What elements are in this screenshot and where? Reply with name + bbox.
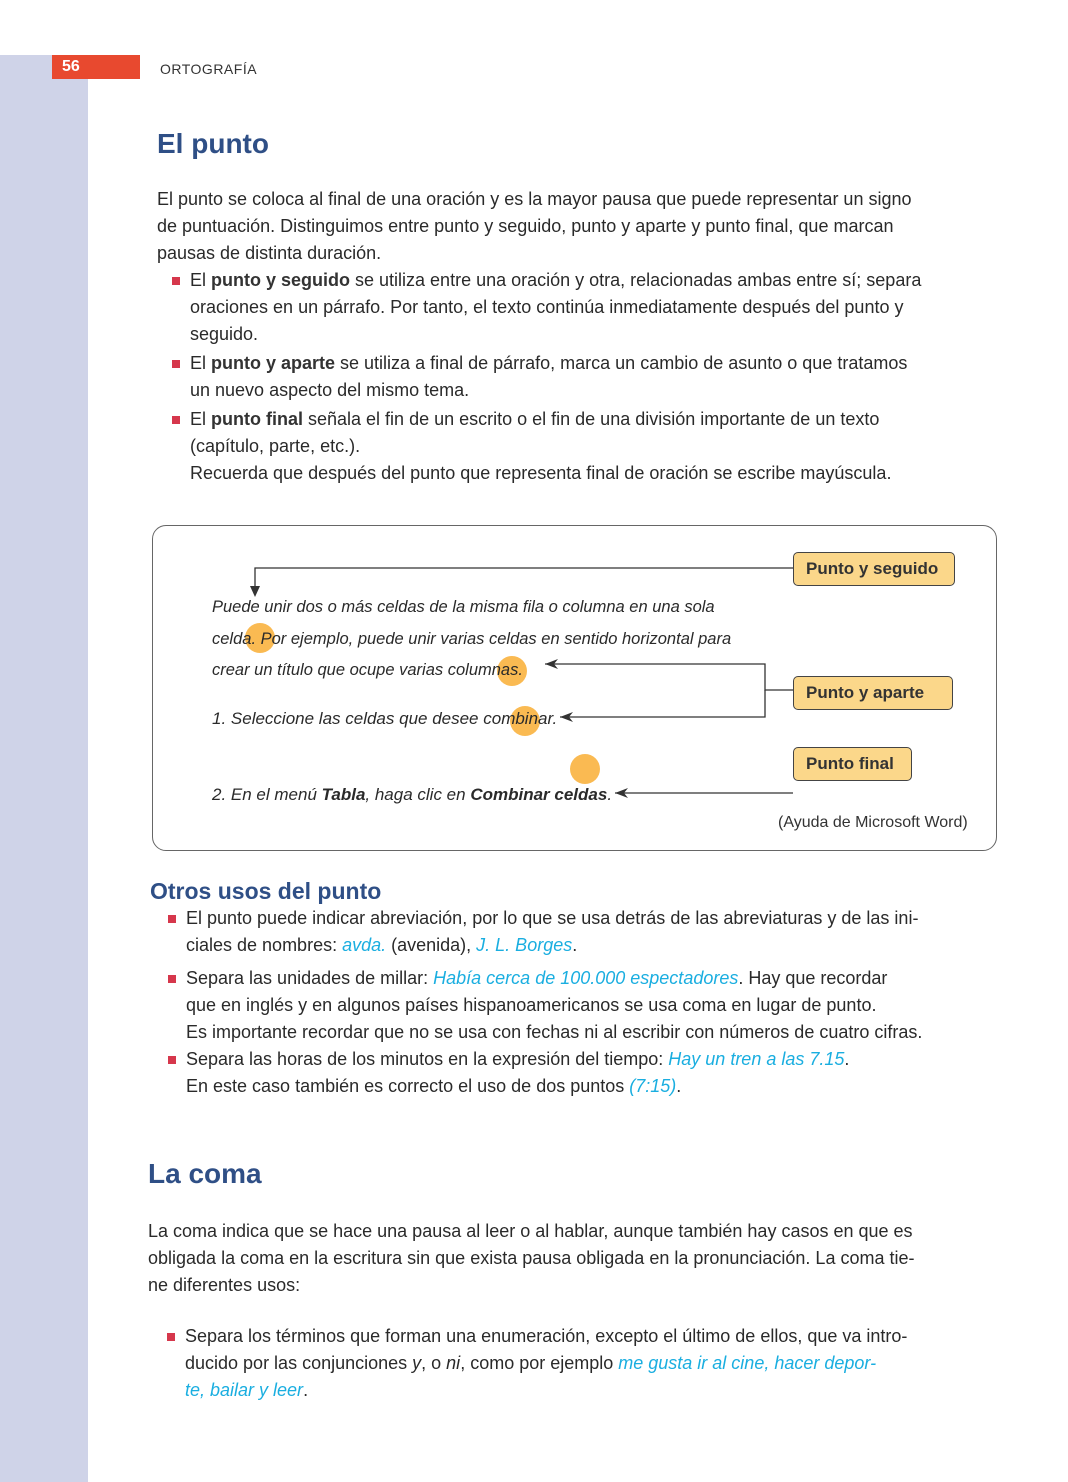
bullet-square xyxy=(168,1056,176,1064)
text-line: un nuevo aspecto del mismo tema. xyxy=(190,380,470,400)
text: . xyxy=(844,1049,850,1069)
tag-punto-y-aparte: Punto y aparte xyxy=(793,676,953,710)
text: . Hay que recordar xyxy=(738,968,888,988)
list-item-millar xyxy=(186,965,922,1046)
text: . xyxy=(607,785,613,804)
list-item-abreviacion xyxy=(186,905,918,959)
term: punto y aparte xyxy=(211,353,336,373)
bullet-square xyxy=(167,1333,175,1341)
bullet-square xyxy=(168,975,176,983)
text: ducido por las conjunciones xyxy=(185,1353,413,1373)
text: (avenida), xyxy=(386,935,477,955)
example-step-1: 1. Seleccione las celdas que desee combinar. xyxy=(212,709,558,728)
text-line: obligada la coma en la escritura sin que exista pausa obligada en la pronunciación. La coma tie- xyxy=(148,1248,915,1268)
menu-name: Tabla xyxy=(321,785,366,804)
tag-punto-final: Punto final xyxy=(793,747,912,781)
example-step-2 xyxy=(212,785,612,805)
text-line: seguido. xyxy=(190,324,259,344)
example-text: Había cerca de 100.000 espectadores xyxy=(433,968,739,988)
example-text: (7:15) xyxy=(629,1076,677,1096)
example-text: avda. xyxy=(342,935,387,955)
heading-otros-usos: Otros usos del punto xyxy=(150,878,382,904)
text: , haga clic en xyxy=(365,785,471,804)
section-label: ORTOGRAFÍA xyxy=(160,61,258,77)
example-line: Puede unir dos o más celdas de la misma fila o columna en una sola xyxy=(212,598,715,616)
text-line: de puntuación. Distinguimos entre punto y seguido, punto y aparte y punto final, que marcan xyxy=(157,216,894,236)
text-line: El punto se coloca al final de una oración y es la mayor pausa que puede representar un signo xyxy=(157,189,912,209)
example-source: (Ayuda de Microsoft Word) xyxy=(778,814,968,831)
text: El xyxy=(190,409,212,429)
example-text: Hay un tren a las 7.15 xyxy=(668,1049,845,1069)
text-line: Recuerda que después del punto que representa final de oración se escribe mayúscula. xyxy=(190,463,892,483)
text: se utiliza entre una oración y otra, relacionadas ambas entre sí; separa xyxy=(350,270,922,290)
tag-punto-y-seguido: Punto y seguido xyxy=(793,552,955,586)
text: En este caso también es correcto el uso de dos puntos xyxy=(186,1076,630,1096)
example-text: J. L. Borges xyxy=(476,935,573,955)
command-name: Combinar celdas xyxy=(470,785,608,804)
example-text: te, bailar y leer xyxy=(185,1380,304,1400)
text: . xyxy=(676,1076,682,1096)
term: punto final xyxy=(211,409,303,429)
heading-el-punto: El punto xyxy=(157,128,269,159)
text: El xyxy=(190,270,212,290)
text-line: que en inglés y en algunos países hispanoamericanos se usa coma en lugar de punto. xyxy=(186,995,877,1015)
text-line: Es importante recordar que no se usa con fechas ni al escribir con números de cuatro cifras. xyxy=(186,1022,923,1042)
text-line: La coma indica que se hace una pausa al leer o al hablar, aunque también hay casos en que es xyxy=(148,1221,913,1241)
text-line: pausas de distinta duración. xyxy=(157,243,382,263)
highlight-dot xyxy=(570,754,600,784)
text: ciales de nombres: xyxy=(186,935,343,955)
text-line: (capítulo, parte, etc.). xyxy=(190,436,361,456)
example-text: me gusta ir al cine, hacer depor- xyxy=(618,1353,877,1373)
text: se utiliza a final de párrafo, marca un cambio de asunto o que tratamos xyxy=(335,353,908,373)
text: , como por ejemplo xyxy=(460,1353,619,1373)
text: , o xyxy=(421,1353,447,1373)
text-line: ne diferentes usos: xyxy=(148,1275,301,1295)
text-line: oraciones en un párrafo. Por tanto, el texto continúa inmediatamente después del punto y xyxy=(190,297,904,317)
example-line: crear un título que ocupe varias columnas. xyxy=(212,661,523,679)
conjunction: y xyxy=(412,1353,422,1373)
text: . xyxy=(303,1380,309,1400)
heading-la-coma: La coma xyxy=(148,1158,262,1189)
conjunction: ni xyxy=(446,1353,461,1373)
text: Separa las horas de los minutos en la expresión del tiempo: xyxy=(186,1049,669,1069)
text: Separa las unidades de millar: xyxy=(186,968,434,988)
text: señala el fin de un escrito o el fin de una división importante de un texto xyxy=(303,409,880,429)
list-item-horas xyxy=(186,1046,849,1100)
text-line: Separa los términos que forman una enumeración, excepto el último de ellos, que va intro- xyxy=(185,1326,908,1346)
example-line: celda. Por ejemplo, puede unir varias celdas en sentido horizontal para xyxy=(212,630,732,648)
page-number: 56 xyxy=(52,55,140,79)
text: . xyxy=(572,935,578,955)
text: 2. En el menú xyxy=(212,785,322,804)
coma-intro xyxy=(148,1218,914,1299)
term: punto y seguido xyxy=(211,270,351,290)
text: El xyxy=(190,353,212,373)
text-line: El punto puede indicar abreviación, por lo que se usa detrás de las abreviaturas y de las ini- xyxy=(186,908,919,928)
bullet-square xyxy=(168,915,176,923)
list-item-enumeracion xyxy=(185,1323,907,1404)
